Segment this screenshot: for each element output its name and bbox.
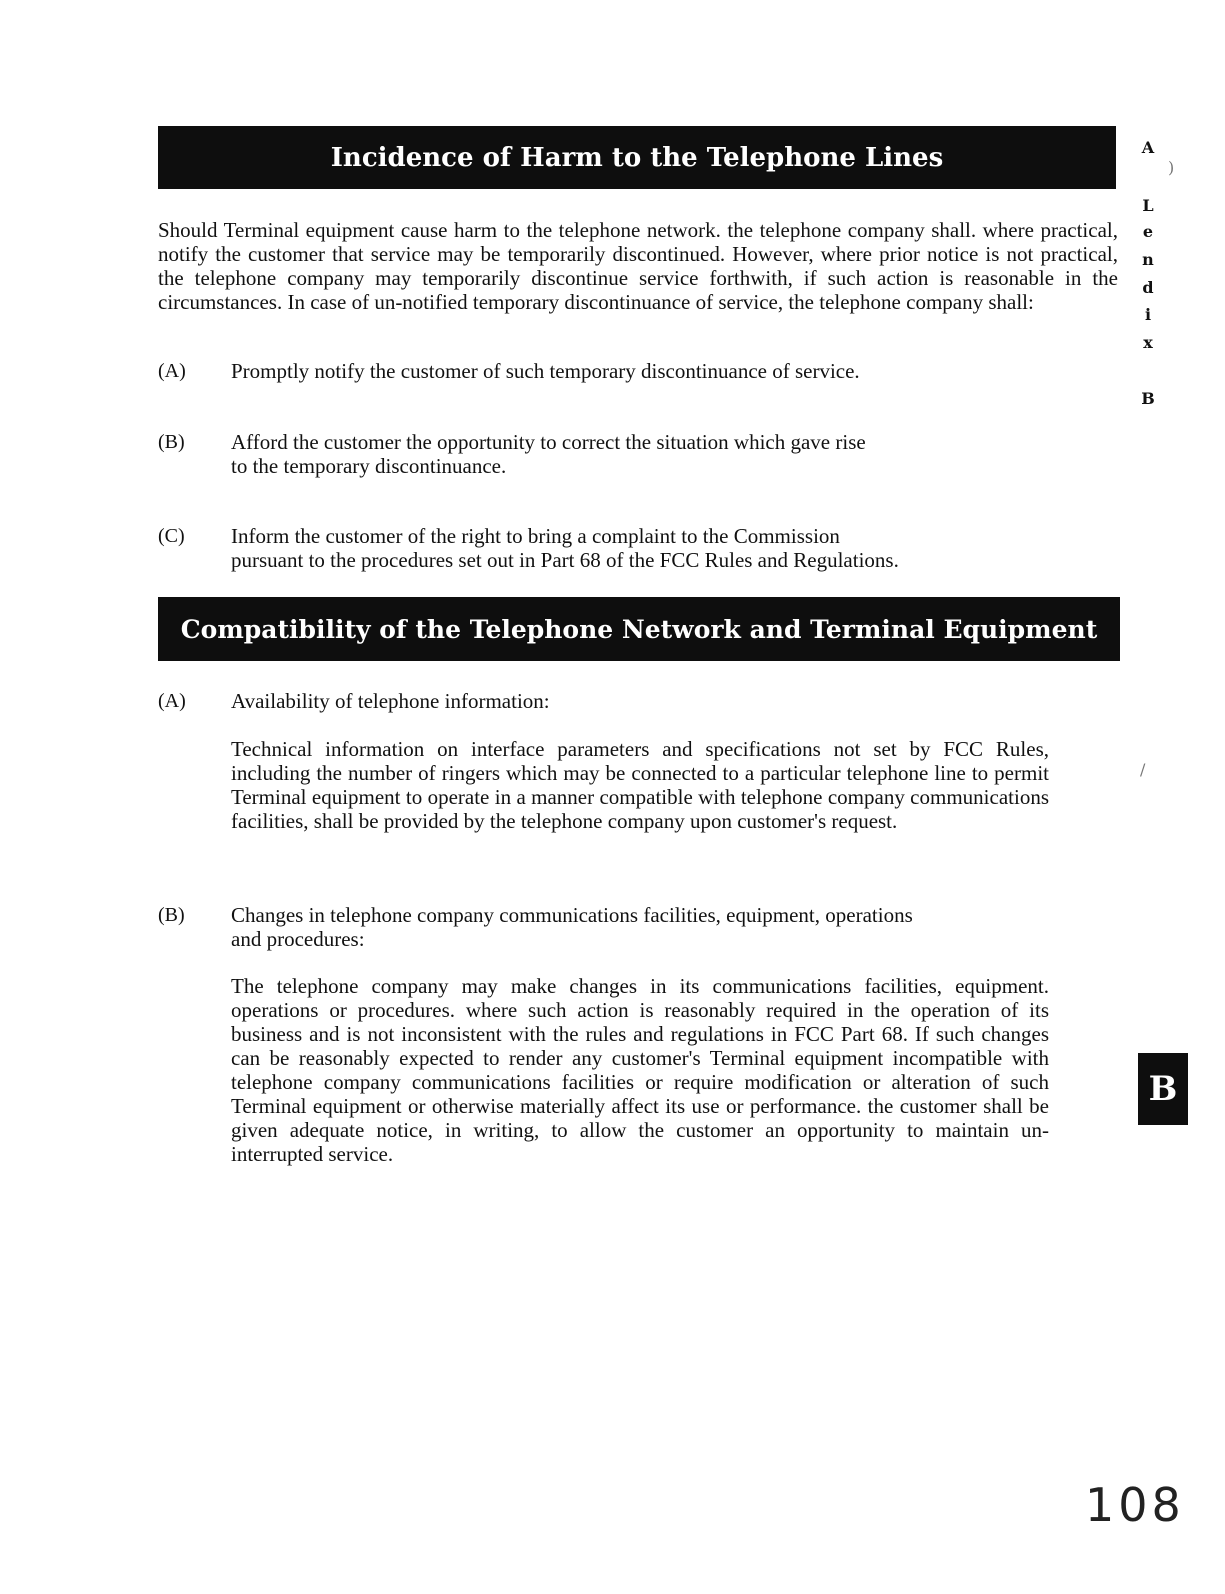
appendix-letter-6: i [1144,305,1152,324]
page-number: 108 [1085,1478,1185,1532]
item-label-c: (C) [158,525,185,547]
compat-label-b: (B) [158,904,185,926]
harm-intro-paragraph: Should Terminal equipment cause harm to the telephone network. the telephone company shall. where practical, notify the customer that service may be temporarily discontinued. However, where prior notice is not practical, the telephone company may temporarily discontinue service forthwith, if such action is reasonable in the circumstances. In case of un-notified temporary discontinuance of service, the telephone company shall: [158,218,1118,314]
appendix-letter-1: A [1141,138,1155,157]
item-label-a: (A) [158,360,186,382]
section-tab-b: B [1138,1053,1188,1125]
compat-label-a: (A) [158,690,186,712]
item-text-c-line2: pursuant to the procedures set out in Part 68 of the FCC Rules and Regulations. [231,548,899,572]
item-text-b-line1: Afford the customer the opportunity to correct the situation which gave rise [231,430,866,454]
section-heading-compatibility: Compatibility of the Telephone Network and Terminal Equipment [158,597,1120,661]
appendix-letter-3: e [1142,222,1154,241]
item-text-c-line1: Inform the customer of the right to bring a complaint to the Commission [231,524,840,548]
scan-mark-top: ) [1168,158,1175,177]
compat-heading-b-line1: Changes in telephone company communications facilities, equipment, operations [231,903,913,927]
compat-heading-a: Availability of telephone information: [231,689,550,713]
item-text-b-line2: to the temporary discontinuance. [231,454,507,478]
section-heading-harm: Incidence of Harm to the Telephone Lines [158,126,1116,189]
item-text-a: Promptly notify the customer of such temporary discontinuance of service. [231,359,860,383]
appendix-letter-5: d [1142,278,1154,297]
compat-heading-b-line2: and procedures: [231,927,365,951]
item-label-b: (B) [158,431,185,453]
appendix-letter-7: x [1143,333,1153,352]
appendix-letter-4: n [1142,250,1154,269]
compat-body-a: Technical information on interface parameters and specifications not set by FCC Rules, including the number of ringers which may be connected to a particular telephone line to permit Terminal equipment to operate in a manner compatible with telephone company communications facilities, shall be provided by the telephone company upon customer's request. [231,737,1049,833]
compat-body-b: The telephone company may make changes in its communications facilities, equipment. operations or procedures. where such action is reasonably required in the operation of its business and is not inconsistent with the rules and regulations in FCC Part 68. If such changes can be reasonably expected to render any customer's Terminal equipment incompatible with telephone company communications facilities or require modification or alteration of such Terminal equipment or otherwise materially affect its use or performance. the customer shall be given adequate notice, in writing, to allow the customer an opportunity to maintain un-interrupted service. [231,974,1049,1166]
appendix-letter-8: B [1141,389,1155,408]
appendix-letter-2: L [1142,196,1154,215]
scan-mark-mid: / [1140,760,1146,779]
